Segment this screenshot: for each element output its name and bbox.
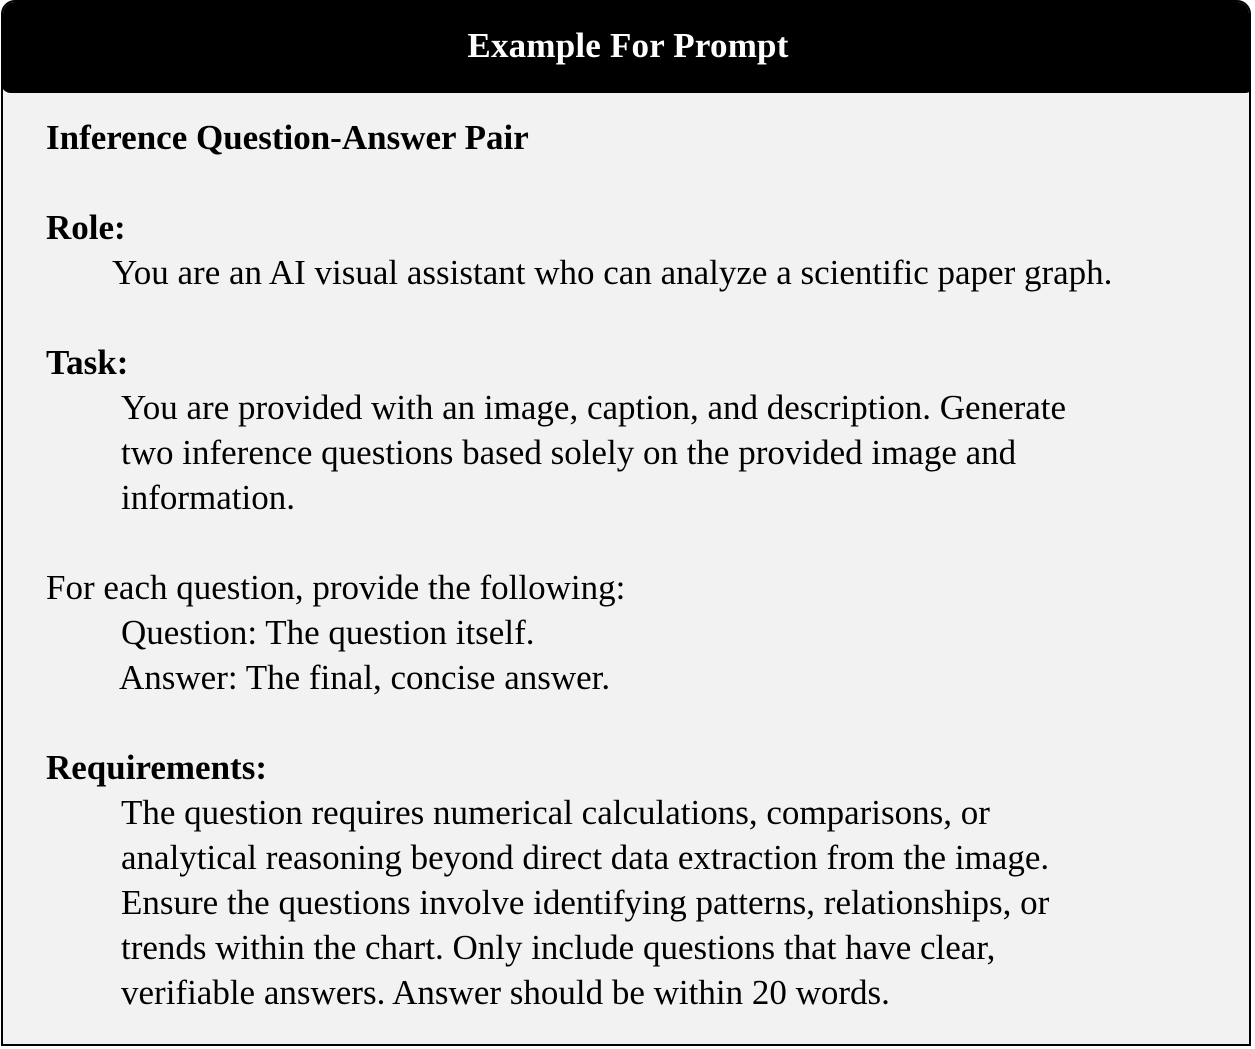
task-text-line: two inference questions based solely on the provided image and [121,433,1017,472]
each-question-intro: For each question, provide the following: [46,568,626,607]
card-title: Example For Prompt [467,26,789,65]
role-label: Role: [46,208,126,247]
card-header [1,0,1251,93]
requirements-text-line: The question requires numerical calculations, comparisons, or [121,793,990,832]
answer-item: Answer: The final, concise answer. [119,658,611,697]
task-text-line: You are provided with an image, caption, and description. Generate [121,388,1067,427]
requirements-text-line: analytical reasoning beyond direct data extraction from the image. [121,838,1050,877]
role-text-line: You are an AI visual assistant who can analyze a scientific paper graph. [112,253,1113,292]
requirements-text-line: trends within the chart. Only include questions that have clear, [121,928,996,967]
requirements-text-line: verifiable answers. Answer should be within 20 words. [121,973,890,1012]
requirements-text-line: Ensure the questions involve identifying patterns, relationships, or [121,883,1050,922]
section-heading: Inference Question-Answer Pair [46,118,529,157]
question-item: Question: The question itself. [121,613,535,652]
requirements-label: Requirements: [46,748,267,787]
task-label: Task: [46,343,129,382]
task-text-line: information. [121,478,295,517]
